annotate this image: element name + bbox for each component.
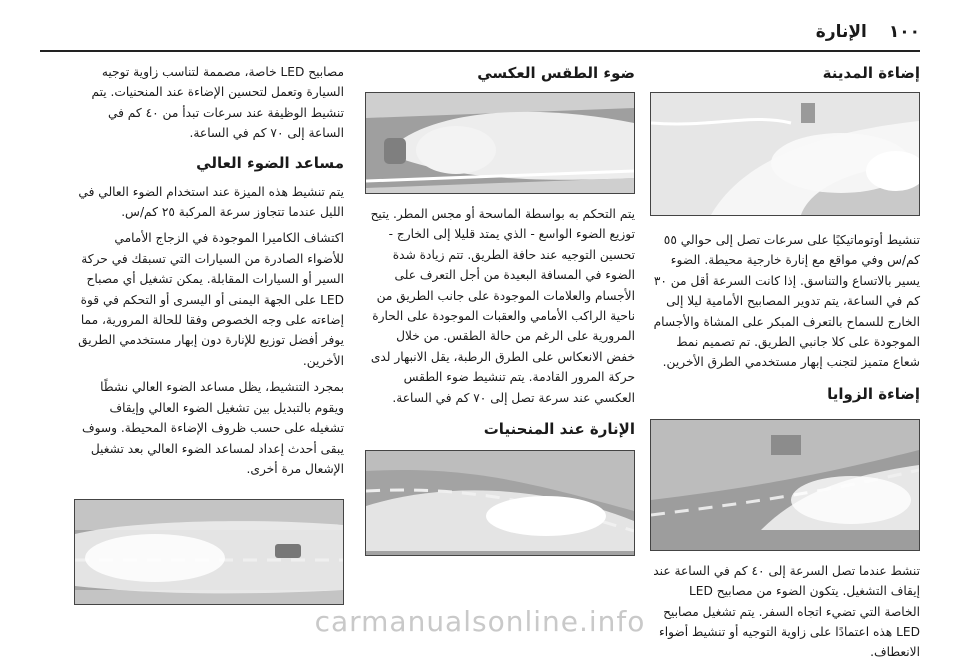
para-curve-lighting-continued: مصابيح LED خاصة، مصممة لتناسب زاوية توجيه السيارة وتعمل لتحسين الإضاءة عند المنحنيات. يتم تنشيط الوظيفة عند سرعات تبدأ من ٤٠ كم في الساعة إلى ٧٠ كم في الساعة. xyxy=(91,65,344,141)
chapter-title: الإنارة xyxy=(815,22,867,42)
watermark: carmanualsonline.info xyxy=(314,605,646,638)
figure-high-beam-assist xyxy=(74,499,344,605)
heading-corner-lighting: إضاءة الزوايا xyxy=(827,384,920,403)
para-high-beam-activation: يتم تنشيط هذه الميزة عند استخدام الضوء العالي في الليل عندما تتجاوز سرعة المركبة ٢٥ كم/س. xyxy=(78,184,344,220)
heading-high-beam-assist: مساعد الضوء العالي xyxy=(196,153,344,172)
heading-adverse-weather-light: ضوء الطقس العكسي xyxy=(477,64,635,82)
header-rule xyxy=(40,50,920,52)
figure-city-lighting xyxy=(650,92,920,216)
para-high-beam-toggle: بمجرد التنشيط، يظل مساعد الضوء العالي نشطًا ويقوم بالتبديل بين تشغيل الضوء العالي وإيقاف تشغيله على حسب ظروف الإضاءة المحيطة. وسوف يبقى أحدث إعداد لمساعد الضوء العالي بعد تشغيل الإشعال مرة أخرى. xyxy=(81,380,344,476)
heading-city-lighting: إضاءة المدينة xyxy=(822,64,920,82)
heading-curve-lighting: الإنارة عند المنحنيات xyxy=(483,420,635,439)
page-header xyxy=(40,18,920,46)
para-adverse-weather-light: يتم التحكم به بواسطة الماسحة أو مجس المطر. يتيح توزيع الضوء الواسع - الذي يمتد قليلا إلى الخارج - تحسين التوجيه عند حافة الطريق. تتم زيادة شدة الضوء في المسافة البعيدة من أجل التعرف على الأجسام والعلامات الموجودة على جانب الطريق من ناحية الراكب الأمامي والعقبات الموجودة على الحارة المرورية على الرغم من حالة الطقس. من خلال خفض الانعكاس على الطرق الرطبة، يقل الانبهار لدى حركة المرور القادمة. يتم تنشيط ضوء الطقس العكسي عند سرعة تصل إلى ٧٠ كم في الساعة. xyxy=(370,207,635,405)
figure-curve-lighting xyxy=(365,450,635,556)
page-number: ١٠٠ xyxy=(888,22,920,42)
para-city-lighting: تنشيط أوتوماتيكيًا على سرعات تصل إلى حوالي ٥٥ كم/س وفي مواقع مع إنارة خارجية محيطة. الضوء يسير بالاتساع والتناسق. إذا كانت السرعة أقل من ٣٠ كم في الساعة، يتم تدوير المصابيح الأمامية ليلا إلى الخارج للسماح بالتعرف المبكر على المشاة والأجسام الموجودة على كلا جانبي الطريق. تم تصميم نمط شعاع متميز لتجنب إبهار مستخدمي الطرق الأخرين. xyxy=(653,233,920,370)
column-middle xyxy=(367,62,635,556)
para-high-beam-camera: اكتشاف الكاميرا الموجودة في الزجاج الأمامي للأضواء الصادرة من السيارات التي تسبقك في حركة السير أو السيارات المقابلة. يمكن تشغيل أي مصباح LED على الجهة اليمنى أو اليسرى أو التحكم في قوة إضاءته على وجه الخصوص وفقا للحالة المرورية، مما يوفر أفضل توزيع للإنارة دون إبهار مستخدمي الطريق الأخرين. xyxy=(78,231,344,368)
para-corner-lighting: تنشط عندما تصل السرعة إلى ٤٠ كم في الساعة عند إيقاف التشغيل. يتكون الضوء من مصابيح LED الخاصة التي تضيء اتجاه السفر. يتم تشغيل مصابيح LED هذه اعتمادًا على زاوية التوجيه أو تنشيط أضواء الانعطاف. xyxy=(653,563,920,660)
column-right xyxy=(652,62,920,669)
column-left xyxy=(76,62,344,605)
figure-adverse-weather-light xyxy=(365,92,635,194)
figure-corner-lighting xyxy=(650,419,920,551)
